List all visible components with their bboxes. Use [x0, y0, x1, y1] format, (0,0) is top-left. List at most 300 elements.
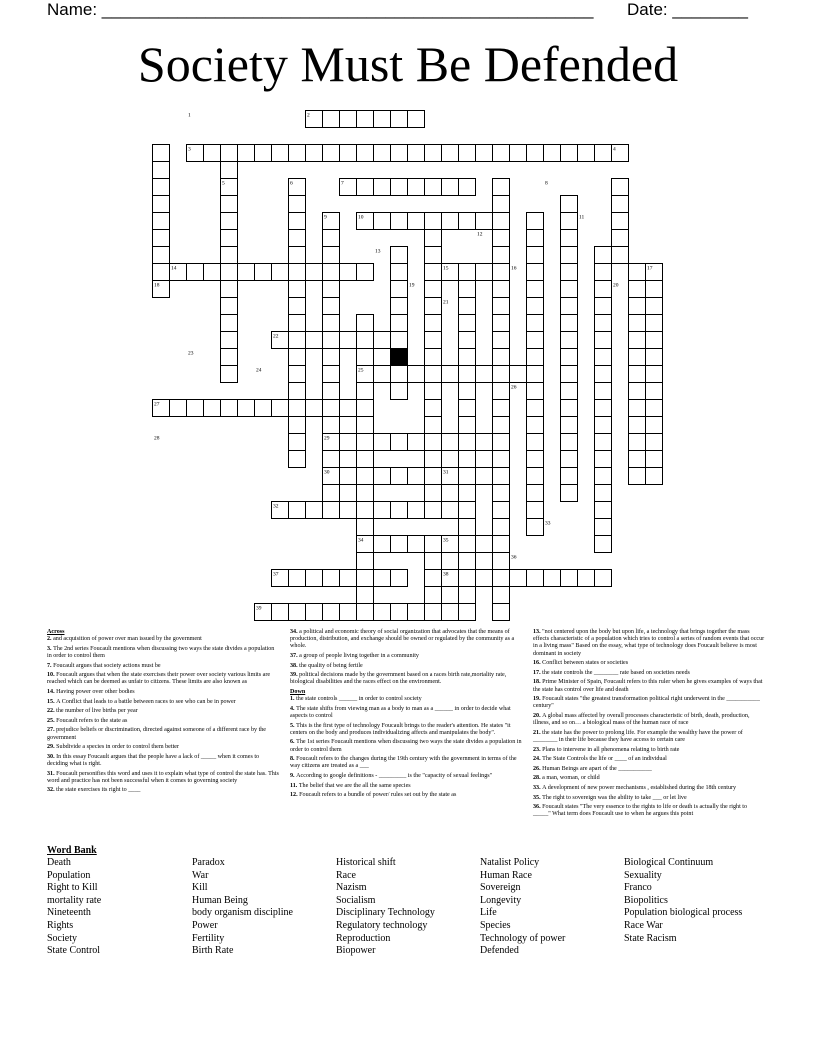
grid-cell[interactable] [629, 281, 646, 298]
grid-cell[interactable] [221, 247, 238, 264]
grid-cell[interactable] [595, 434, 612, 451]
grid-cell[interactable] [323, 332, 340, 349]
grid-cell[interactable] [340, 332, 357, 349]
grid-cell[interactable] [527, 485, 544, 502]
grid-cell[interactable] [323, 315, 340, 332]
grid-cell[interactable] [459, 604, 476, 621]
grid-cell[interactable] [561, 230, 578, 247]
grid-cell[interactable] [493, 417, 510, 434]
grid-cell[interactable] [153, 230, 170, 247]
grid-cell[interactable] [425, 451, 442, 468]
grid-cell[interactable] [153, 247, 170, 264]
grid-cell[interactable] [493, 570, 510, 587]
grid-cell[interactable] [323, 451, 340, 468]
grid-cell[interactable] [646, 332, 663, 349]
grid-cell[interactable] [323, 417, 340, 434]
grid-cell[interactable] [595, 332, 612, 349]
grid-cell[interactable] [561, 400, 578, 417]
grid-cell[interactable] [612, 230, 629, 247]
grid-cell[interactable] [357, 417, 374, 434]
grid-cell[interactable] [391, 536, 408, 553]
grid-cell[interactable] [646, 349, 663, 366]
grid-cell[interactable] [493, 519, 510, 536]
grid-cell[interactable] [493, 179, 510, 196]
grid-cell[interactable] [153, 145, 170, 162]
grid-cell[interactable] [561, 434, 578, 451]
grid-cell[interactable] [442, 366, 459, 383]
grid-cell[interactable] [425, 349, 442, 366]
grid-cell[interactable] [646, 417, 663, 434]
grid-cell[interactable] [221, 196, 238, 213]
grid-cell[interactable] [340, 111, 357, 128]
grid-cell[interactable] [357, 400, 374, 417]
grid-cell[interactable] [425, 383, 442, 400]
grid-cell[interactable] [289, 332, 306, 349]
grid-cell[interactable] [357, 111, 374, 128]
grid-cell[interactable] [357, 332, 374, 349]
grid-cell[interactable] [357, 519, 374, 536]
grid-cell[interactable] [357, 485, 374, 502]
grid-cell[interactable] [153, 196, 170, 213]
grid-cell[interactable] [374, 468, 391, 485]
grid-cell[interactable] [527, 468, 544, 485]
grid-cell[interactable] [527, 570, 544, 587]
grid-cell[interactable] [289, 145, 306, 162]
grid-cell[interactable] [425, 315, 442, 332]
grid-cell[interactable] [221, 349, 238, 366]
grid-cell[interactable] [442, 502, 459, 519]
grid-cell[interactable] [595, 349, 612, 366]
grid-cell[interactable] [374, 536, 391, 553]
grid-cell[interactable] [527, 383, 544, 400]
grid-cell[interactable] [238, 264, 255, 281]
grid-cell[interactable] [561, 468, 578, 485]
grid-cell[interactable] [221, 315, 238, 332]
grid-cell[interactable] [561, 417, 578, 434]
grid-cell[interactable] [408, 111, 425, 128]
grid-cell[interactable] [459, 451, 476, 468]
grid-cell[interactable] [306, 502, 323, 519]
grid-cell[interactable] [221, 366, 238, 383]
grid-cell[interactable] [561, 383, 578, 400]
grid-cell[interactable] [510, 366, 527, 383]
grid-cell[interactable] [629, 332, 646, 349]
grid-cell[interactable] [459, 468, 476, 485]
grid-cell[interactable] [306, 264, 323, 281]
grid-cell[interactable] [408, 145, 425, 162]
grid-cell[interactable] [442, 179, 459, 196]
grid-cell[interactable] [374, 434, 391, 451]
grid-cell[interactable] [493, 451, 510, 468]
grid-cell[interactable] [408, 179, 425, 196]
grid-cell[interactable] [221, 281, 238, 298]
grid-cell[interactable] [527, 213, 544, 230]
grid-cell[interactable] [323, 502, 340, 519]
grid-cell[interactable] [357, 468, 374, 485]
grid-cell[interactable] [493, 536, 510, 553]
grid-cell[interactable] [391, 315, 408, 332]
grid-cell[interactable] [391, 264, 408, 281]
grid-cell[interactable] [408, 366, 425, 383]
grid-cell[interactable] [425, 400, 442, 417]
grid-cell[interactable] [646, 451, 663, 468]
grid-cell[interactable] [323, 111, 340, 128]
grid-cell[interactable] [357, 179, 374, 196]
grid-cell[interactable] [391, 383, 408, 400]
grid-cell[interactable] [595, 298, 612, 315]
grid-cell[interactable] [153, 179, 170, 196]
grid-cell[interactable] [595, 315, 612, 332]
grid-cell[interactable] [629, 366, 646, 383]
grid-cell[interactable] [221, 145, 238, 162]
grid-cell[interactable] [357, 434, 374, 451]
grid-cell[interactable] [612, 213, 629, 230]
grid-cell[interactable] [459, 519, 476, 536]
grid-cell[interactable] [646, 298, 663, 315]
grid-cell[interactable] [595, 264, 612, 281]
grid-cell[interactable] [289, 383, 306, 400]
grid-cell[interactable] [289, 247, 306, 264]
grid-cell[interactable] [629, 349, 646, 366]
grid-cell[interactable] [527, 230, 544, 247]
grid-cell[interactable] [595, 570, 612, 587]
grid-cell[interactable] [493, 213, 510, 230]
grid-cell[interactable] [374, 366, 391, 383]
grid-cell[interactable] [357, 502, 374, 519]
grid-cell[interactable] [493, 485, 510, 502]
grid-cell[interactable] [527, 502, 544, 519]
grid-cell[interactable] [289, 349, 306, 366]
grid-cell[interactable] [425, 298, 442, 315]
grid-cell[interactable] [493, 298, 510, 315]
grid-cell[interactable] [408, 213, 425, 230]
grid-cell[interactable] [459, 315, 476, 332]
grid-cell[interactable] [391, 570, 408, 587]
grid-cell[interactable] [391, 111, 408, 128]
grid-cell[interactable] [391, 281, 408, 298]
grid-cell[interactable] [578, 145, 595, 162]
grid-cell[interactable] [425, 213, 442, 230]
grid-cell[interactable] [493, 553, 510, 570]
grid-cell[interactable] [459, 298, 476, 315]
grid-cell[interactable] [442, 213, 459, 230]
grid-cell[interactable] [289, 298, 306, 315]
grid-cell[interactable] [221, 298, 238, 315]
grid-cell[interactable] [221, 162, 238, 179]
grid-cell[interactable] [527, 349, 544, 366]
grid-cell[interactable] [527, 247, 544, 264]
grid-cell[interactable] [476, 536, 493, 553]
grid-cell[interactable] [561, 247, 578, 264]
grid-cell[interactable] [425, 281, 442, 298]
grid-cell[interactable] [323, 604, 340, 621]
grid-cell[interactable] [493, 196, 510, 213]
grid-cell[interactable] [272, 264, 289, 281]
grid-cell[interactable] [442, 604, 459, 621]
grid-cell[interactable] [527, 332, 544, 349]
grid-cell[interactable] [323, 145, 340, 162]
grid-cell[interactable] [408, 604, 425, 621]
grid-cell[interactable] [476, 434, 493, 451]
grid-cell[interactable] [561, 332, 578, 349]
grid-cell[interactable] [425, 434, 442, 451]
grid-cell[interactable] [374, 179, 391, 196]
grid-cell[interactable] [493, 332, 510, 349]
grid-cell[interactable] [425, 332, 442, 349]
grid-cell[interactable] [289, 230, 306, 247]
grid-cell[interactable] [221, 332, 238, 349]
grid-cell[interactable] [153, 162, 170, 179]
grid-cell[interactable] [289, 264, 306, 281]
grid-cell[interactable] [476, 264, 493, 281]
grid-cell[interactable] [391, 332, 408, 349]
grid-cell[interactable] [357, 570, 374, 587]
grid-cell[interactable] [357, 315, 374, 332]
grid-cell[interactable] [255, 145, 272, 162]
grid-cell[interactable] [646, 434, 663, 451]
grid-cell[interactable] [340, 570, 357, 587]
grid-cell[interactable] [391, 434, 408, 451]
grid-cell[interactable] [374, 332, 391, 349]
grid-cell[interactable] [221, 213, 238, 230]
grid-cell[interactable] [629, 468, 646, 485]
grid-cell[interactable] [357, 264, 374, 281]
grid-cell[interactable] [459, 502, 476, 519]
grid-cell[interactable] [374, 502, 391, 519]
grid-cell[interactable] [561, 451, 578, 468]
grid-cell[interactable] [391, 366, 408, 383]
grid-cell[interactable] [425, 570, 442, 587]
grid-cell[interactable] [170, 400, 187, 417]
grid-cell[interactable] [595, 400, 612, 417]
grid-cell[interactable] [459, 349, 476, 366]
grid-cell[interactable] [459, 570, 476, 587]
grid-cell[interactable] [646, 383, 663, 400]
grid-cell[interactable] [629, 264, 646, 281]
grid-cell[interactable] [527, 519, 544, 536]
grid-cell[interactable] [323, 383, 340, 400]
grid-cell[interactable] [629, 417, 646, 434]
grid-cell[interactable] [595, 247, 612, 264]
grid-cell[interactable] [391, 604, 408, 621]
grid-cell[interactable] [425, 145, 442, 162]
grid-cell[interactable] [527, 417, 544, 434]
grid-cell[interactable] [204, 400, 221, 417]
grid-cell[interactable] [340, 400, 357, 417]
grid-cell[interactable] [646, 281, 663, 298]
grid-cell[interactable] [493, 400, 510, 417]
grid-cell[interactable] [391, 145, 408, 162]
grid-cell[interactable] [527, 434, 544, 451]
grid-cell[interactable] [561, 485, 578, 502]
grid-cell[interactable] [527, 264, 544, 281]
grid-cell[interactable] [323, 366, 340, 383]
grid-cell[interactable] [476, 213, 493, 230]
grid-cell[interactable] [323, 400, 340, 417]
grid-cell[interactable] [408, 536, 425, 553]
grid-cell[interactable] [561, 315, 578, 332]
grid-cell[interactable] [629, 383, 646, 400]
grid-cell[interactable] [357, 383, 374, 400]
grid-cell[interactable] [425, 468, 442, 485]
grid-cell[interactable] [595, 281, 612, 298]
grid-cell[interactable] [459, 145, 476, 162]
grid-cell[interactable] [493, 349, 510, 366]
grid-cell[interactable] [187, 264, 204, 281]
grid-cell[interactable] [493, 145, 510, 162]
grid-cell[interactable] [459, 417, 476, 434]
grid-cell[interactable] [357, 553, 374, 570]
grid-cell[interactable] [391, 213, 408, 230]
grid-cell[interactable] [374, 570, 391, 587]
grid-cell[interactable] [289, 417, 306, 434]
grid-cell[interactable] [153, 264, 170, 281]
grid-cell[interactable] [289, 604, 306, 621]
grid-cell[interactable] [578, 570, 595, 587]
grid-cell[interactable] [561, 281, 578, 298]
grid-cell[interactable] [493, 587, 510, 604]
grid-cell[interactable] [323, 570, 340, 587]
grid-cell[interactable] [493, 315, 510, 332]
grid-cell[interactable] [527, 298, 544, 315]
grid-cell[interactable] [510, 570, 527, 587]
grid-cell[interactable] [476, 468, 493, 485]
grid-cell[interactable] [391, 247, 408, 264]
grid-cell[interactable] [493, 604, 510, 621]
grid-cell[interactable] [629, 315, 646, 332]
grid-cell[interactable] [425, 587, 442, 604]
grid-cell[interactable] [306, 604, 323, 621]
grid-cell[interactable] [221, 264, 238, 281]
grid-cell[interactable] [493, 502, 510, 519]
grid-cell[interactable] [561, 349, 578, 366]
grid-cell[interactable] [493, 230, 510, 247]
grid-cell[interactable] [425, 366, 442, 383]
grid-cell[interactable] [221, 230, 238, 247]
grid-cell[interactable] [493, 264, 510, 281]
grid-cell[interactable] [425, 502, 442, 519]
grid-cell[interactable] [493, 468, 510, 485]
grid-cell[interactable] [272, 400, 289, 417]
grid-cell[interactable] [561, 145, 578, 162]
grid-cell[interactable] [527, 281, 544, 298]
grid-cell[interactable] [153, 213, 170, 230]
grid-cell[interactable] [510, 145, 527, 162]
grid-cell[interactable] [306, 400, 323, 417]
grid-cell[interactable] [459, 587, 476, 604]
grid-cell[interactable] [340, 145, 357, 162]
grid-cell[interactable] [561, 213, 578, 230]
grid-cell[interactable] [204, 145, 221, 162]
grid-cell[interactable] [374, 213, 391, 230]
grid-cell[interactable] [646, 315, 663, 332]
grid-cell[interactable] [442, 145, 459, 162]
grid-cell[interactable] [272, 145, 289, 162]
grid-cell[interactable] [561, 570, 578, 587]
grid-cell[interactable] [595, 519, 612, 536]
grid-cell[interactable] [425, 485, 442, 502]
grid-cell[interactable] [323, 485, 340, 502]
grid-cell[interactable] [238, 145, 255, 162]
grid-cell[interactable] [646, 400, 663, 417]
grid-cell[interactable] [595, 485, 612, 502]
grid-cell[interactable] [544, 145, 561, 162]
grid-cell[interactable] [459, 179, 476, 196]
grid-cell[interactable] [561, 196, 578, 213]
grid-cell[interactable] [391, 502, 408, 519]
grid-cell[interactable] [255, 400, 272, 417]
grid-cell[interactable] [459, 400, 476, 417]
grid-cell[interactable] [323, 230, 340, 247]
grid-cell[interactable] [289, 213, 306, 230]
grid-cell[interactable] [289, 451, 306, 468]
grid-cell[interactable] [629, 400, 646, 417]
grid-cell[interactable] [527, 366, 544, 383]
grid-cell[interactable] [425, 264, 442, 281]
grid-cell[interactable] [425, 536, 442, 553]
grid-cell[interactable] [374, 111, 391, 128]
grid-cell[interactable] [527, 315, 544, 332]
grid-cell[interactable] [561, 264, 578, 281]
grid-cell[interactable] [306, 145, 323, 162]
grid-cell[interactable] [425, 553, 442, 570]
grid-cell[interactable] [629, 298, 646, 315]
grid-cell[interactable] [272, 604, 289, 621]
grid-cell[interactable] [391, 468, 408, 485]
grid-cell[interactable] [323, 247, 340, 264]
grid-cell[interactable] [289, 281, 306, 298]
grid-cell[interactable] [459, 434, 476, 451]
grid-cell[interactable] [357, 604, 374, 621]
grid-cell[interactable] [544, 570, 561, 587]
grid-cell[interactable] [340, 604, 357, 621]
grid-cell[interactable] [595, 536, 612, 553]
grid-cell[interactable] [204, 264, 221, 281]
grid-cell[interactable] [357, 349, 374, 366]
grid-cell[interactable] [340, 502, 357, 519]
grid-cell[interactable] [289, 366, 306, 383]
grid-cell[interactable] [493, 366, 510, 383]
grid-cell[interactable] [612, 247, 629, 264]
grid-cell[interactable] [289, 570, 306, 587]
grid-cell[interactable] [459, 332, 476, 349]
grid-cell[interactable] [289, 315, 306, 332]
grid-cell[interactable] [289, 196, 306, 213]
grid-cell[interactable] [595, 502, 612, 519]
grid-cell[interactable] [289, 502, 306, 519]
grid-cell[interactable] [493, 383, 510, 400]
grid-cell[interactable] [476, 570, 493, 587]
grid-cell[interactable] [459, 281, 476, 298]
grid-cell[interactable] [459, 366, 476, 383]
grid-cell[interactable] [527, 400, 544, 417]
grid-cell[interactable] [476, 366, 493, 383]
grid-cell[interactable] [340, 468, 357, 485]
grid-cell[interactable] [425, 230, 442, 247]
grid-cell[interactable] [646, 468, 663, 485]
grid-cell[interactable] [374, 145, 391, 162]
grid-cell[interactable] [289, 400, 306, 417]
grid-cell[interactable] [323, 298, 340, 315]
grid-cell[interactable] [459, 264, 476, 281]
grid-cell[interactable] [255, 264, 272, 281]
name-field[interactable]: Name: ____________________________________________________ [47, 0, 594, 19]
date-field[interactable]: Date: ________ [627, 0, 748, 19]
grid-cell[interactable] [459, 553, 476, 570]
grid-cell[interactable] [323, 264, 340, 281]
grid-cell[interactable] [323, 281, 340, 298]
grid-cell[interactable] [493, 434, 510, 451]
